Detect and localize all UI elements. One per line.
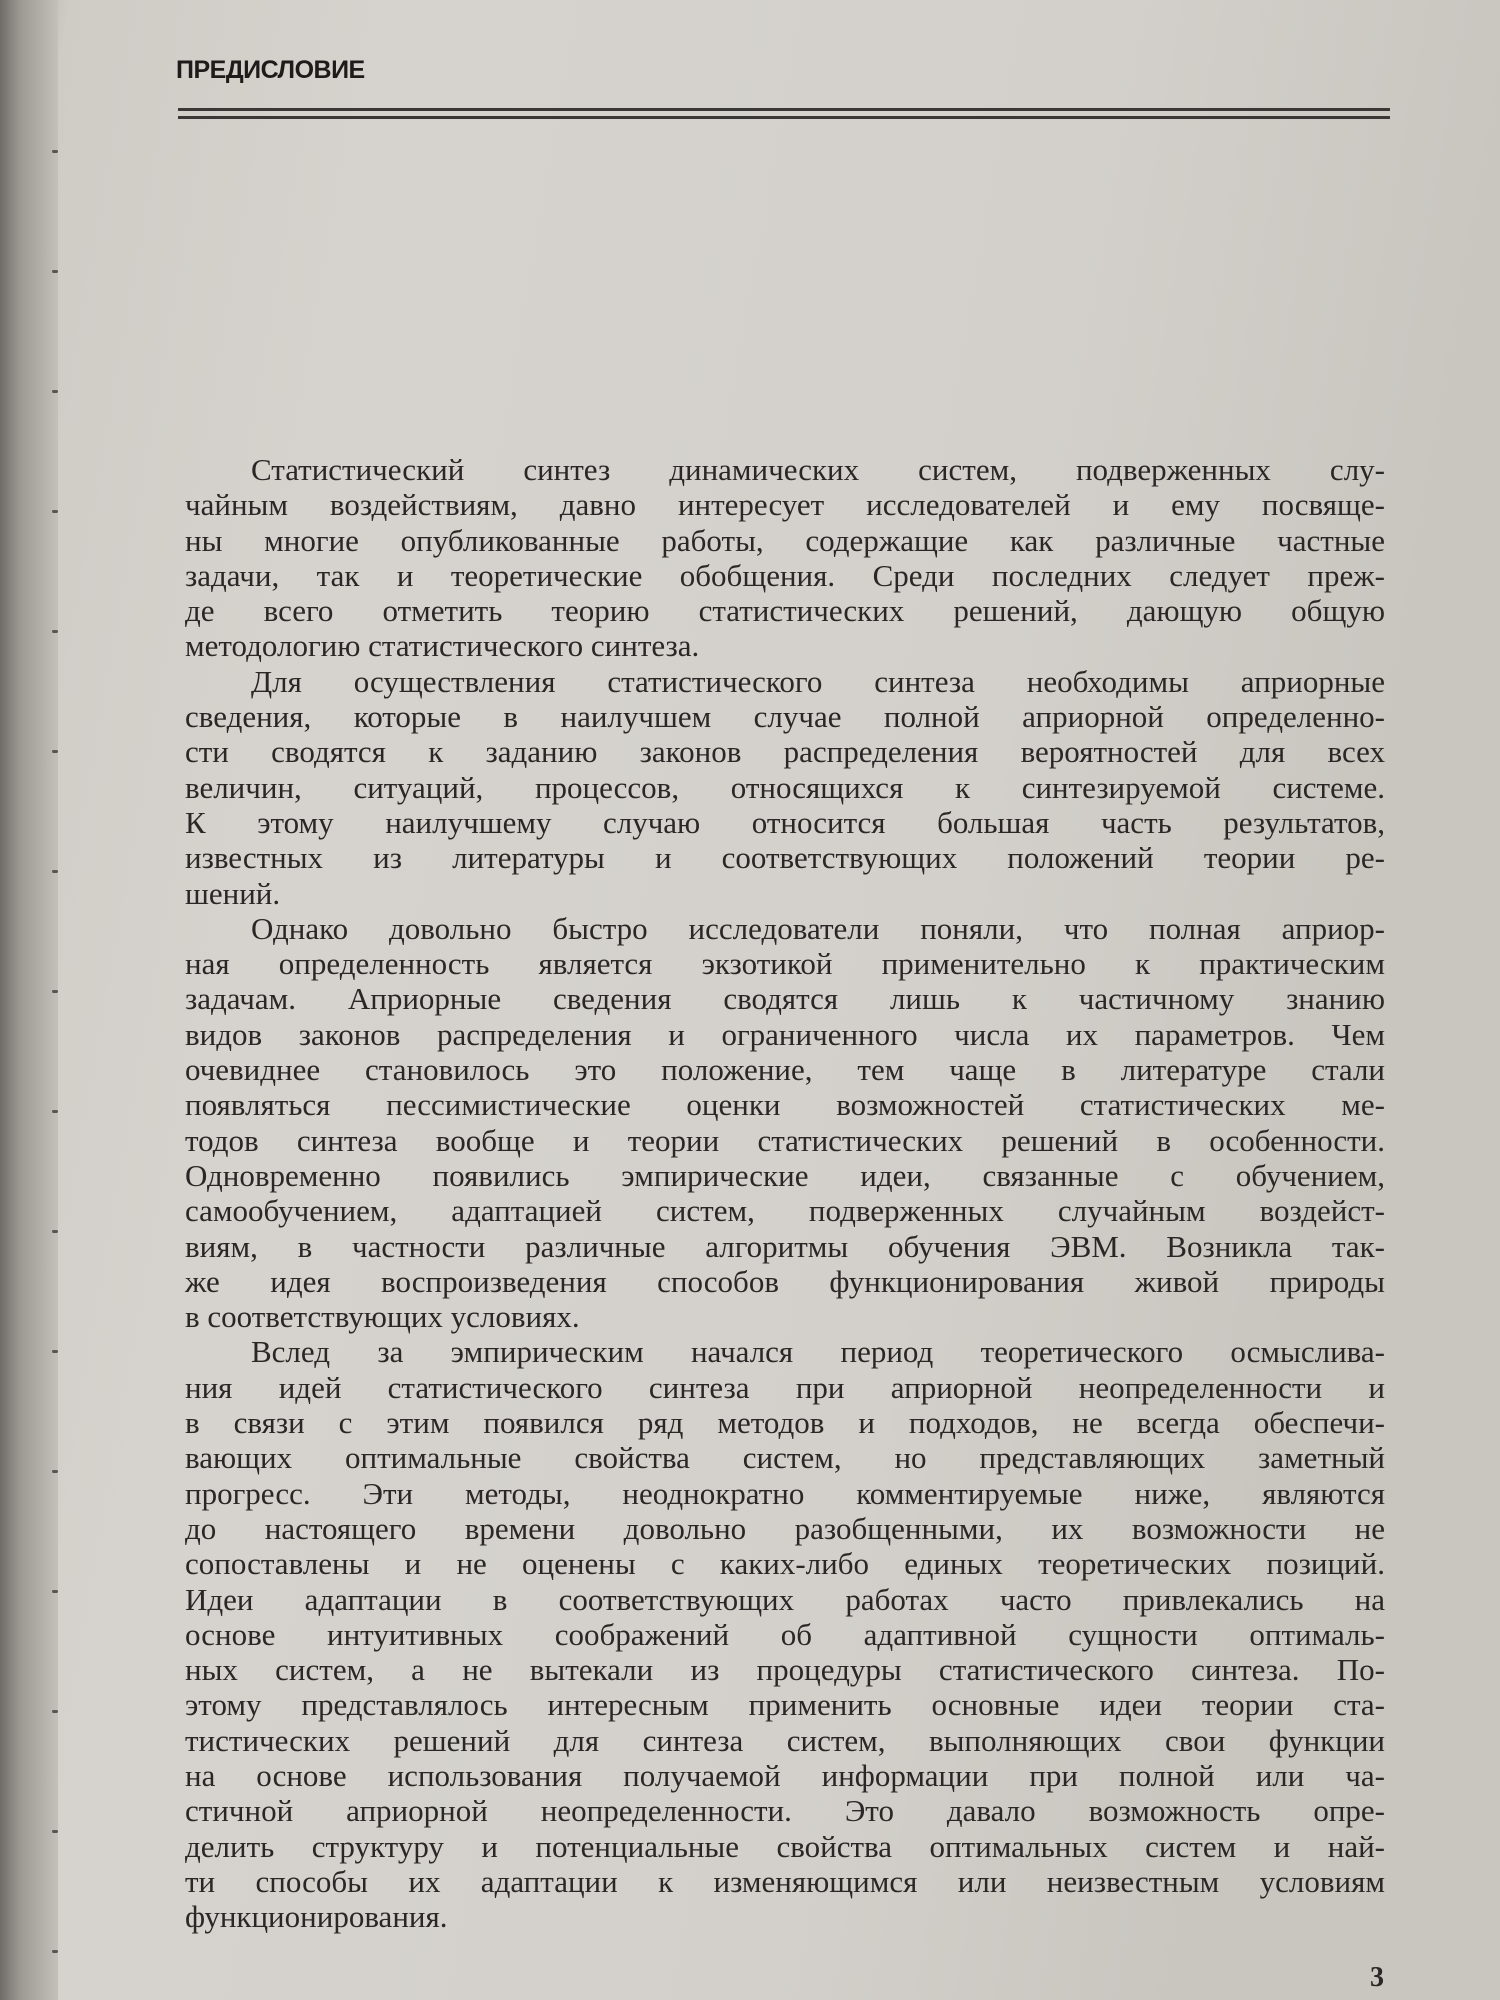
section-heading: ПРЕДИСЛОВИЕ xyxy=(176,56,365,84)
stitch-mark xyxy=(52,750,58,753)
text-line: Статистический синтез динамических систем, подверженных слу- xyxy=(251,452,1385,487)
text-line: К этому наилучшему случаю относится большая часть результатов, xyxy=(185,804,1385,840)
text-line: сти сводятся к заданию законов распределения вероятностей для всех xyxy=(185,734,1385,770)
text-line: тистических решений для синтеза систем, выполняющих свои функции xyxy=(185,1722,1385,1758)
paragraph xyxy=(185,911,1385,1335)
text-line: на основе использования получаемой информации при полной или ча- xyxy=(185,1757,1385,1793)
text-line: задачи, так и теоретические обобщения. Среди последних следует преж- xyxy=(185,557,1385,593)
stitch-mark xyxy=(52,510,58,513)
text-line: шений. xyxy=(185,875,281,911)
text-line: тодов синтеза вообще и теории статистических решений в особенности. xyxy=(185,1122,1385,1158)
text-line: ная определенность является экзотикой применительно к практическим xyxy=(185,946,1385,982)
text-line: делить структуру и потенциальные свойства оптимальных систем и най- xyxy=(185,1828,1385,1864)
text-line: Однако довольно быстро исследователи поняли, что полная априор- xyxy=(251,910,1385,946)
stitch-mark xyxy=(52,1470,58,1473)
text-line: сопоставлены и не оценены с каких-либо единых теоретических позиций. xyxy=(185,1546,1385,1582)
text-line: известных из литературы и соответствующих положений теории ре- xyxy=(185,840,1385,876)
heading-rule-bottom xyxy=(178,116,1390,119)
text-line: прогресс. Эти методы, неоднократно комментируемые ниже, являются xyxy=(185,1475,1385,1511)
text-line: Одновременно появились эмпирические идеи, связанные с обучением, xyxy=(185,1157,1385,1193)
text-line: ти способы их адаптации к изменяющимся или неизвестным условиям xyxy=(185,1863,1385,1899)
text-line: функционирования. xyxy=(185,1899,448,1935)
text-line: чайным воздействиям, давно интересует исследователей и ему посвяще- xyxy=(185,487,1385,523)
text-line: в связи с этим появился ряд методов и подходов, не всегда обеспечи- xyxy=(185,1405,1385,1441)
stitch-mark xyxy=(52,1830,58,1833)
page-number: 3 xyxy=(1370,1962,1384,1993)
heading-rule-top xyxy=(178,108,1390,111)
stitch-mark xyxy=(52,1950,58,1953)
stitch-mark xyxy=(52,630,58,633)
paragraph xyxy=(185,1334,1385,1934)
text-line: в соответствующих условиях. xyxy=(185,1299,580,1335)
text-line: появляться пессимистические оценки возможностей статистических ме- xyxy=(185,1087,1385,1123)
text-line: де всего отметить теорию статистических решений, дающую общую xyxy=(185,593,1385,629)
text-line: стичной априорной неопределенности. Это давало возможность опре- xyxy=(185,1793,1385,1829)
text-line: Для осуществления статистического синтеза необходимы априорные xyxy=(251,663,1385,699)
text-line: задачам. Априорные сведения сводятся лишь к частичному знанию xyxy=(185,981,1385,1017)
stitch-mark xyxy=(52,1230,58,1233)
text-line: сведения, которые в наилучшем случае полной априорной определенно- xyxy=(185,699,1385,735)
text-line: очевиднее становилось это положение, тем чаще в литературе стали xyxy=(185,1052,1385,1088)
stitch-mark xyxy=(52,1110,58,1113)
paragraph xyxy=(185,664,1385,911)
stitch-mark xyxy=(52,1350,58,1353)
stitch-mark xyxy=(52,150,58,153)
text-line: вающих оптимальные свойства систем, но представляющих заметный xyxy=(185,1440,1385,1476)
text-line: Идеи адаптации в соответствующих работах часто привлекались на xyxy=(185,1581,1385,1617)
text-line: же идея воспроизведения способов функционирования живой природы xyxy=(185,1263,1385,1299)
text-line: этому представлялось интересным применить основные идеи теории ста- xyxy=(185,1687,1385,1723)
text-line: самообучением, адаптацией систем, подверженных случайным воздейст- xyxy=(185,1193,1385,1229)
text-line: ных систем, а не вытекали из процедуры статистического синтеза. По- xyxy=(185,1652,1385,1688)
text-line: видов законов распределения и ограниченного числа их параметров. Чем xyxy=(185,1016,1385,1052)
stitch-mark xyxy=(52,1590,58,1593)
stitch-mark xyxy=(52,1710,58,1713)
paragraph xyxy=(185,452,1385,664)
text-line: виям, в частности различные алгоритмы обучения ЭВМ. Возникла так- xyxy=(185,1228,1385,1264)
text-line: методологию статистического синтеза. xyxy=(185,628,700,664)
book-binding xyxy=(0,0,58,2000)
text-line: ния идей статистического синтеза при априорной неопределенности и xyxy=(185,1369,1385,1405)
stitch-mark xyxy=(52,270,58,273)
text-line: ны многие опубликованные работы, содержащие как различные частные xyxy=(185,522,1385,558)
text-line: величин, ситуаций, процессов, относящихся к синтезируемой системе. xyxy=(185,769,1385,805)
stitch-mark xyxy=(52,390,58,393)
text-line: Вслед за эмпирическим начался период теоретического осмыслива- xyxy=(251,1334,1385,1370)
body-text xyxy=(185,452,1385,1934)
stitch-mark xyxy=(52,990,58,993)
text-line: основе интуитивных соображений об адаптивной сущности оптималь- xyxy=(185,1616,1385,1652)
text-line: до настоящего времени довольно разобщенными, их возможности не xyxy=(185,1510,1385,1546)
stitch-mark xyxy=(52,870,58,873)
